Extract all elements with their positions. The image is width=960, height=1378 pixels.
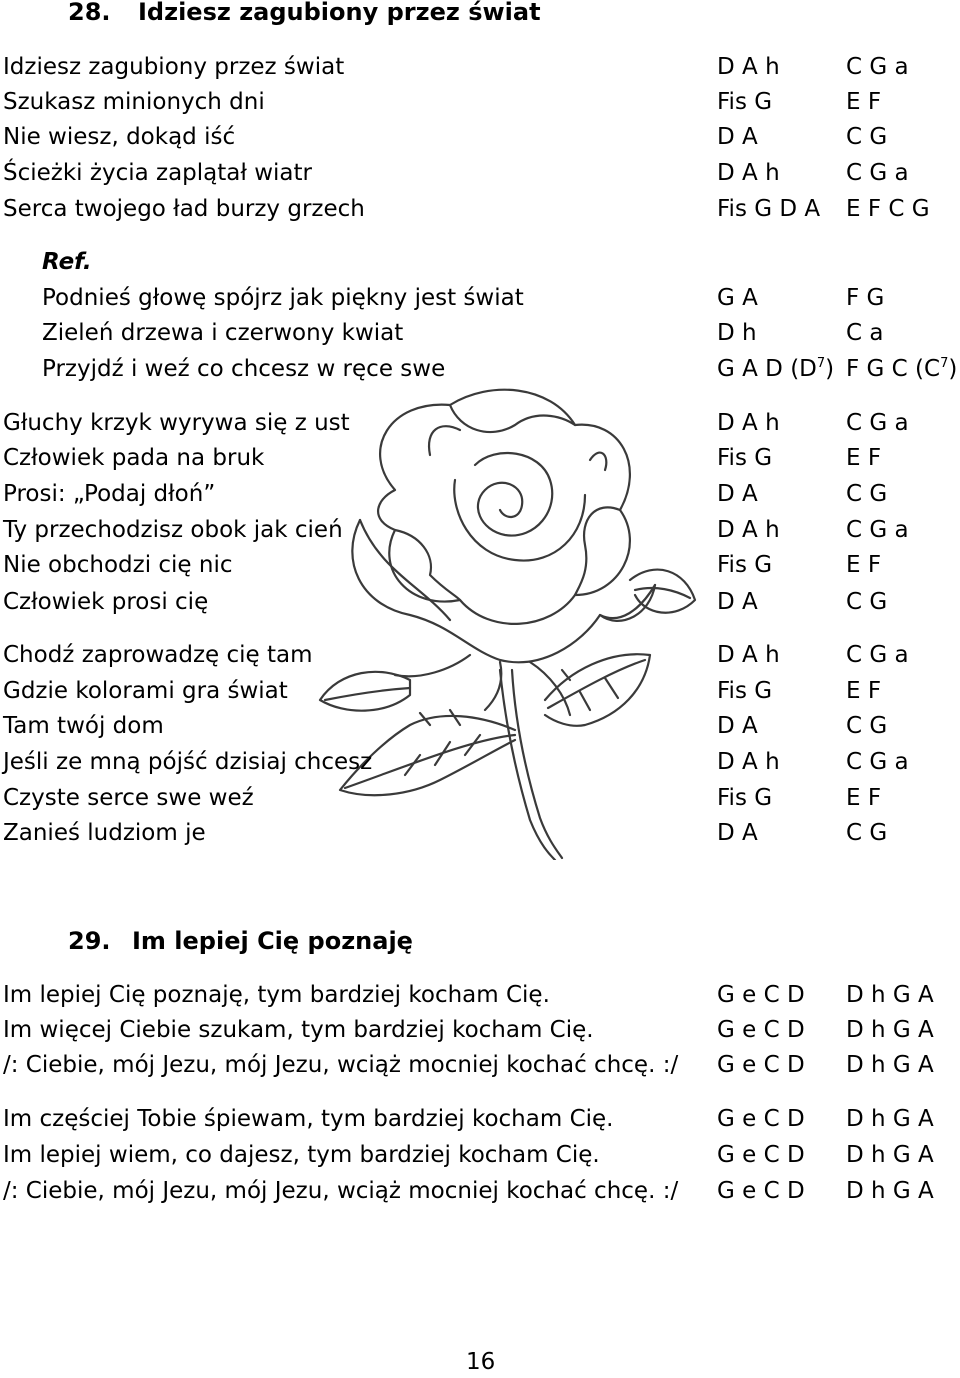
lyric-text: Zieleń drzewa i czerwony kwiat <box>42 320 404 346</box>
lyric-text: /: Ciebie, mój Jezu, mój Jezu, wciąż mocniej kochać chcę. :/ <box>3 1052 679 1078</box>
chords-primary: Fis G <box>717 678 773 704</box>
chord-superscript: 7 <box>816 356 826 371</box>
chords-secondary: C G a <box>846 517 909 543</box>
chords-secondary: E F <box>846 89 882 115</box>
chord-text: ) <box>825 356 835 382</box>
song-number: 29. <box>68 927 111 955</box>
lyric-text: Podnieś głowę spójrz jak piękny jest świat <box>42 285 524 311</box>
chords-primary: D A <box>717 124 758 150</box>
lyric-text: Idziesz zagubiony przez świat <box>3 54 345 80</box>
chords-secondary: F G <box>846 285 885 311</box>
lyric-text: Chodź zaprowadzę cię tam <box>3 642 313 668</box>
lyric-text: Czyste serce swe weź <box>3 785 254 811</box>
chords-secondary: C G <box>846 124 888 150</box>
chords-primary: Fis G <box>717 445 773 471</box>
chords-primary: D A h <box>717 517 780 543</box>
lyric-text: Głuchy krzyk wyrywa się z ust <box>3 410 350 436</box>
chords-secondary: D h G A <box>846 1142 934 1168</box>
chords-primary: Fis G <box>717 89 773 115</box>
lyric-text: Nie wiesz, dokąd iść <box>3 124 236 150</box>
chords-primary: D A <box>717 481 758 507</box>
chords-secondary: D h G A <box>846 1106 934 1132</box>
chords-primary: D A <box>717 589 758 615</box>
chords-secondary: C G a <box>846 54 909 80</box>
lyric-text: Ty przechodzisz obok jak cień <box>3 517 343 543</box>
chords-secondary: D h G A <box>846 1178 934 1204</box>
chords-secondary: C G <box>846 820 888 846</box>
chords-secondary: E F <box>846 785 882 811</box>
lyric-text: Im częściej Tobie śpiewam, tym bardziej kocham Cię. <box>3 1106 614 1132</box>
chord-text: F G C (C <box>846 356 941 382</box>
chords-primary: D A <box>717 713 758 739</box>
chords-secondary: D h G A <box>846 982 934 1008</box>
chords-primary: G e C D <box>717 1017 805 1043</box>
chords-secondary: C G <box>846 589 888 615</box>
chord-text: G A D (D <box>717 356 817 382</box>
chords-primary: D A h <box>717 642 780 668</box>
chords-secondary: E F <box>846 552 882 578</box>
chords-primary: G e C D <box>717 982 805 1008</box>
chords-primary: D A <box>717 820 758 846</box>
chords-primary: D A h <box>717 410 780 436</box>
chords-secondary: C G a <box>846 642 909 668</box>
chords-primary: G e C D <box>717 1052 805 1078</box>
lyric-text: Ścieżki życia zaplątał wiatr <box>3 160 312 186</box>
song-title <box>68 927 413 955</box>
lyric-text: Prosi: „Podaj dłoń” <box>3 481 216 507</box>
chords-primary: Fis G <box>717 552 773 578</box>
song-title-text: Im lepiej Cię poznaję <box>132 927 413 955</box>
chords-primary: Fis G <box>717 785 773 811</box>
song-number: 28. <box>68 0 111 26</box>
lyric-text: Szukasz minionych dni <box>3 89 265 115</box>
lyric-text: /: Ciebie, mój Jezu, mój Jezu, wciąż mocniej kochać chcę. :/ <box>3 1178 679 1204</box>
chords-secondary: C G a <box>846 410 909 436</box>
song-title <box>68 0 541 26</box>
chords-secondary: C G a <box>846 160 909 186</box>
chords-secondary: C G a <box>846 749 909 775</box>
lyric-text: Serca twojego ład burzy grzech <box>3 196 365 222</box>
lyric-text: Przyjdź i weź co chcesz w ręce swe <box>42 356 446 382</box>
lyric-text: Człowiek pada na bruk <box>3 445 265 471</box>
lyric-text: Im więcej Ciebie szukam, tym bardziej kocham Cię. <box>3 1017 594 1043</box>
chords-primary <box>717 354 834 384</box>
chords-secondary <box>846 354 957 384</box>
lyric-text: Im lepiej Cię poznaję, tym bardziej kocham Cię. <box>3 982 550 1008</box>
song-title-text: Idziesz zagubiony przez świat <box>138 0 541 26</box>
page-number: 16 <box>466 1349 496 1375</box>
chords-primary: D A h <box>717 749 780 775</box>
refrain-label: Ref. <box>42 249 92 275</box>
chords-primary: G A <box>717 285 758 311</box>
chords-secondary: C G <box>846 481 888 507</box>
chords-primary: G e C D <box>717 1106 805 1132</box>
chord-text: ) <box>948 356 958 382</box>
chords-secondary: D h G A <box>846 1017 934 1043</box>
chords-primary: D h <box>717 320 757 346</box>
chords-secondary: D h G A <box>846 1052 934 1078</box>
chords-primary: D A h <box>717 160 780 186</box>
lyric-text: Człowiek prosi cię <box>3 589 209 615</box>
lyric-text: Gdzie kolorami gra świat <box>3 678 288 704</box>
lyric-text: Nie obchodzi cię nic <box>3 552 233 578</box>
lyric-text: Zanieś ludziom je <box>3 820 206 846</box>
chords-primary: Fis G D A <box>717 196 821 222</box>
chords-secondary: E F <box>846 445 882 471</box>
lyric-text: Jeśli ze mną pójść dzisiaj chcesz <box>3 749 373 775</box>
chords-secondary: E F <box>846 678 882 704</box>
chords-secondary: E F C G <box>846 196 930 222</box>
chords-secondary: C G <box>846 713 888 739</box>
chords-primary: G e C D <box>717 1142 805 1168</box>
lyric-text: Im lepiej wiem, co dajesz, tym bardziej kocham Cię. <box>3 1142 600 1168</box>
rose-sketch-icon <box>300 370 720 860</box>
lyric-text: Tam twój dom <box>3 713 164 739</box>
chords-secondary: C a <box>846 320 884 346</box>
chord-superscript: 7 <box>940 356 949 371</box>
chords-primary: G e C D <box>717 1178 805 1204</box>
chords-primary: D A h <box>717 54 780 80</box>
